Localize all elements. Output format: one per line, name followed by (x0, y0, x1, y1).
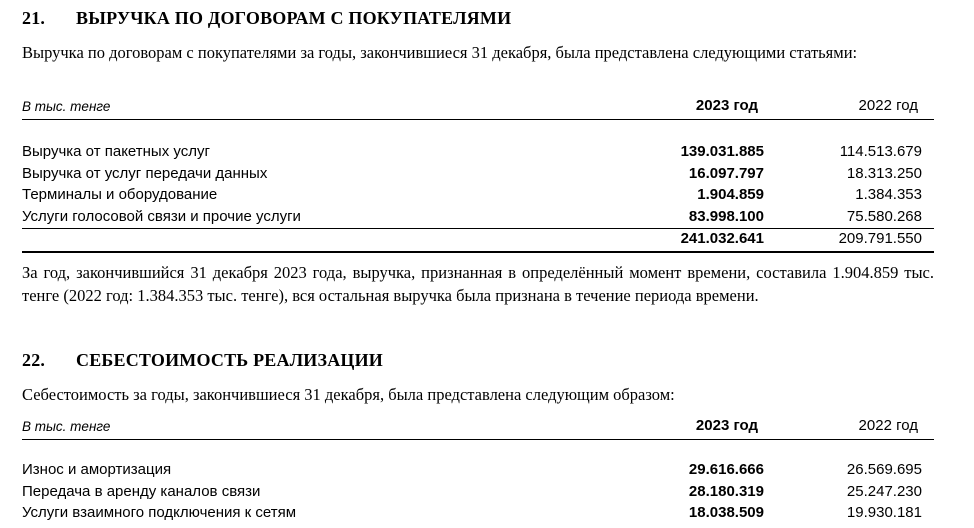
row-value-2023: 16.097.797 (688, 164, 764, 182)
column-2022-header: 2022 год (858, 97, 918, 114)
row-value-2023: 18.038.509 (688, 504, 764, 521)
row-value-2023: 139.031.885 (680, 143, 764, 160)
row-value-2022: 26.569.695 (846, 461, 922, 478)
row-label: Услуги голосовой связи и прочие услуги (22, 207, 301, 225)
table-row (22, 207, 934, 229)
section-22-number: 22. (22, 350, 46, 370)
table-row (22, 460, 934, 482)
column-2023-header: 2023 год (695, 97, 758, 114)
row-value-2022: 1.384.353 (855, 186, 922, 203)
section-22-intro: Себестоимость за годы, закончившиеся 31 декабря, была представлена следующим образом: (22, 385, 675, 404)
row-label: Износ и амортизация (22, 461, 172, 478)
row-value-2022: 18.313.250 (846, 164, 922, 182)
row-label: Выручка от услуг передачи данных (22, 164, 268, 182)
unit-label: В тыс. тенге (22, 419, 111, 434)
row-value-2023: 28.180.319 (688, 482, 764, 500)
row-value-2023: 83.998.100 (688, 207, 764, 225)
row-label: Терминалы и оборудование (22, 186, 218, 203)
row-label: Услуги взаимного подключения к сетям (22, 504, 297, 521)
row-value-2023: 29.616.666 (688, 461, 764, 478)
section-22-title: СЕБЕСТОИМОСТЬ РЕАЛИЗАЦИИ (76, 350, 384, 370)
section-21-heading (22, 8, 511, 29)
section-22-heading (22, 350, 383, 371)
table-row (22, 142, 934, 164)
row-value-2022: 25.247.230 (846, 482, 922, 500)
row-label: Передача в аренду каналов связи (22, 482, 261, 500)
row-value-2023: 1.904.859 (697, 186, 764, 203)
row-value-2022: 114.513.679 (839, 143, 922, 160)
cost-table (22, 417, 934, 525)
column-2023-header: 2023 год (695, 417, 758, 434)
cost-table-header (22, 417, 934, 440)
row-label: Выручка от пакетных услуг (22, 143, 210, 160)
section-21-intro: Выручка по договорам с покупателями за годы, закончившиеся 31 декабря, была представлена следующими статьями: (22, 43, 858, 62)
table-total-row (22, 228, 934, 253)
table-row (22, 503, 934, 525)
section-21-title: ВЫРУЧКА ПО ДОГОВОРАМ С ПОКУПАТЕЛЯМИ (76, 8, 512, 28)
unit-label: В тыс. тенге (22, 99, 111, 114)
revenue-table-header (22, 97, 934, 120)
total-value-2022: 209.791.550 (838, 230, 922, 247)
row-value-2022: 19.930.181 (846, 504, 922, 521)
section-21-number: 21. (22, 8, 46, 28)
column-2022-header: 2022 год (858, 417, 918, 434)
total-value-2023: 241.032.641 (680, 230, 764, 247)
section-21-note: За год, закончившийся 31 декабря 2023 года, выручка, признанная в определённый момент времени, составила 1.904.859 тыс. тенге (2022 год: 1.384.353 тыс. тенге), вся остальная выручка была признана в течение периода времени. (22, 263, 934, 305)
table-row (22, 185, 934, 207)
table-row (22, 164, 934, 186)
table-row (22, 482, 934, 504)
revenue-table (22, 97, 934, 253)
row-value-2022: 75.580.268 (846, 207, 922, 225)
